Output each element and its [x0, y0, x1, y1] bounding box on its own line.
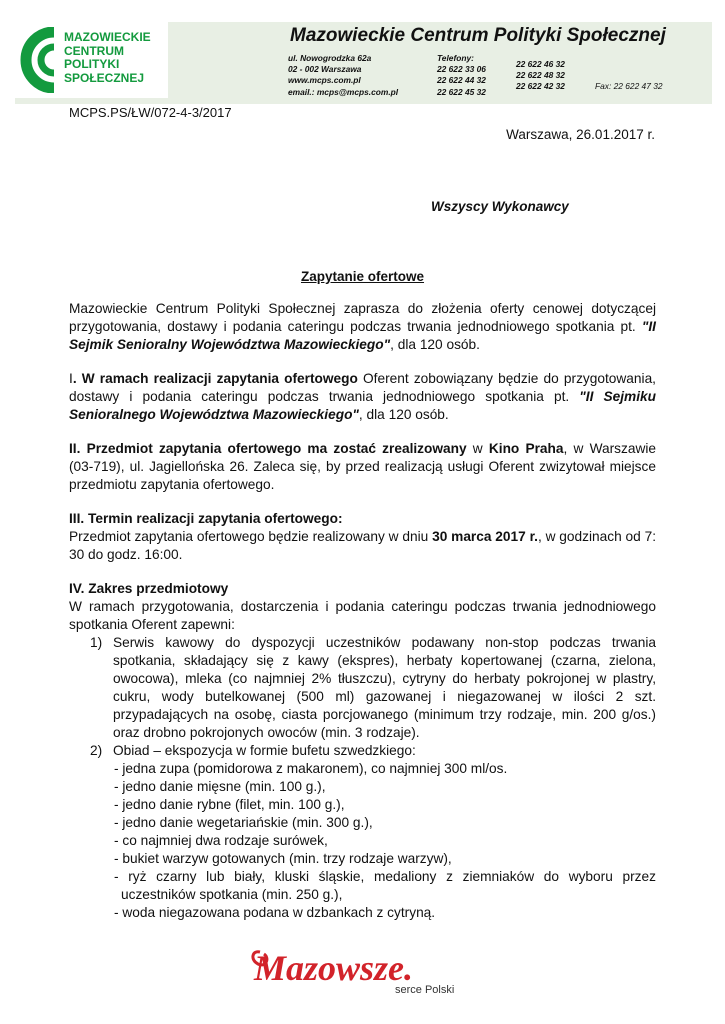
logo-line: POLITYKI: [64, 57, 120, 71]
list-item-text: Obiad – ekspozycja w formie bufetu szwedzkiego:: [113, 743, 416, 758]
list-item: [69, 634, 656, 742]
menu-item: - bukiet warzyw gotowanych (min. trzy rodzaje warzyw),: [114, 851, 452, 866]
intro-text-end: , dla 120 osób.: [390, 337, 480, 352]
menu-item: - co najmniej dwa rodzaje surówek,: [114, 833, 328, 848]
section-2: [69, 440, 656, 494]
menu-item: - jedno danie mięsne (min. 100 g.),: [114, 779, 326, 794]
section-3-text-start: Przedmiot zapytania ofertowego będzie realizowany w dniu: [69, 529, 433, 544]
list-item-number: 2): [90, 743, 103, 758]
subject-title: Zapytanie ofertowe: [300, 269, 425, 284]
fax-number: Fax: 22 622 47 32: [595, 81, 663, 91]
section-4-heading: IV. Zakres przedmiotowy: [69, 581, 229, 596]
menu-item: - jedno danie wegetariańskie (min. 300 g.),: [114, 815, 373, 830]
section-3-heading: III. Termin realizacji zapytania ofertowego:: [69, 511, 343, 526]
menu-item: - ryż czarny lub biały, kluski śląskie, medaliony z ziemniaków do wyboru przez uczestników spotkania (min. 250 g.),: [114, 869, 656, 902]
section-3-text: [69, 528, 656, 564]
logo-line: MAZOWIECKIE: [64, 30, 151, 44]
phone-number: 22 622 44 32: [437, 75, 486, 86]
website-link[interactable]: www.mcps.com.pl: [288, 75, 361, 86]
section-3: [69, 510, 656, 564]
list-item-text: Serwis kawowy do dyspozycji uczestników podawany non-stop podczas trwania spotkania, składający się z kawy (ekspres), herbaty kopertowanej (czarna, zielona, owocowa), mleka (co najmniej 2% tłuszczu), cytryny do herbaty pokrojonej w plastry, cukru, wody butelkowanej (500 ml) gazowanej i niegazowanej w ilości 2 szt. przypadających na osobę, ciasta porcjowanego (minimum trzy rodzaje, min. 200 g/os.) oraz drobno pokrojonych owoców (min. 3 rodzaje).: [113, 635, 656, 740]
footer-brand: Mazowsze.: [254, 948, 414, 988]
letter-body: [69, 300, 656, 922]
phone-number: 22 622 45 32: [437, 86, 486, 97]
menu-item: - jedna zupa (pomidorowa z makaronem), co najmniej 300 ml/os.: [114, 761, 508, 776]
address-line: ul. Nowogrodzka 62a: [288, 53, 372, 63]
logo-text: [64, 31, 151, 85]
reference-number: MCPS.PS/ŁW/072-4-3/2017: [69, 105, 232, 120]
scope-list: [69, 634, 656, 922]
logo-line: CENTRUM: [64, 43, 124, 58]
section-2-text-end: , w Warszawie (03-719), ul. Jagiellońska 26. Zaleca się, by przed realizacją usługi Oferent zwizytował miejsce przedmiotu zapytania ofertowego.: [69, 441, 656, 492]
phones-block: [437, 53, 486, 98]
phone-number: 22 622 42 32: [516, 81, 565, 92]
section-2-text: w: [466, 441, 489, 456]
list-item-number: 1): [90, 635, 103, 650]
section-3-text-end: , w godzinach od 7: 30 do godz. 16:00.: [69, 529, 657, 562]
addressee: Wszyscy Wykonawcy: [431, 199, 569, 214]
phone-number: 22 622 48 32: [516, 70, 565, 81]
event-date: 30 marca 2017 r.: [432, 529, 538, 544]
section-4-intro: W ramach przygotowania, dostarczenia i podania cateringu podczas trwania jednodniowego spotkania Oferent zapewni:: [69, 599, 656, 632]
email-link[interactable]: email.: mcps@mcps.com.pl: [288, 86, 399, 97]
list-item: [69, 742, 656, 760]
section-2-heading: II. Przedmiot zapytania ofertowego ma zostać zrealizowany: [69, 441, 467, 456]
letter-date: Warszawa, 26.01.2017 r.: [506, 127, 655, 142]
intro-paragraph: [69, 300, 656, 354]
lunch-menu-list: [69, 760, 656, 922]
logo-line: SPOŁECZNEJ: [64, 70, 145, 85]
menu-item: - woda niegazowana podana w dzbankach z cytryną.: [114, 905, 436, 920]
section-1-event-name: "II Sejmiku Senioralnego Województwa Mazowieckiego": [69, 389, 656, 422]
intro-text: Mazowieckie Centrum Polityki Społecznej zaprasza do złożenia oferty cenowej dotyczącej przygotowania, dostawy i podania cateringu podczas trwania jednodniowego spotkania pt.: [69, 301, 656, 334]
section-1-number: I: [69, 371, 73, 386]
mcps-logo-icon: [20, 27, 68, 93]
phones-label: Telefony:: [437, 53, 474, 63]
phones-block-2: [516, 59, 565, 93]
address-line: 02 - 002 Warszawa: [288, 64, 362, 75]
section-4: [69, 580, 656, 922]
section-1-text: Oferent zobowiązany będzie do przygotowania, dostawy i podania cateringu podczas trwania jednodniowego spotkania pt.: [69, 371, 656, 404]
venue-name: Kino Praha: [488, 441, 564, 456]
phone-number: 22 622 46 32: [516, 59, 565, 69]
mazowsze-logo-icon: [248, 946, 478, 988]
footer-tagline: serce Polski: [395, 984, 455, 996]
section-1: [69, 370, 656, 424]
phone-number: 22 622 33 06: [437, 64, 486, 75]
section-1-heading: . W ramach realizacji zapytania ofertowego: [72, 371, 358, 386]
event-name: "II Sejmik Senioralny Województwa Mazowieckiego": [69, 319, 656, 352]
address-block: [288, 53, 398, 98]
org-title: Mazowieckie Centrum Polityki Społecznej: [290, 25, 666, 46]
menu-item: - jedno danie rybne (filet, min. 100 g.),: [114, 797, 345, 812]
section-1-text-end: , dla 120 osób.: [358, 407, 449, 422]
